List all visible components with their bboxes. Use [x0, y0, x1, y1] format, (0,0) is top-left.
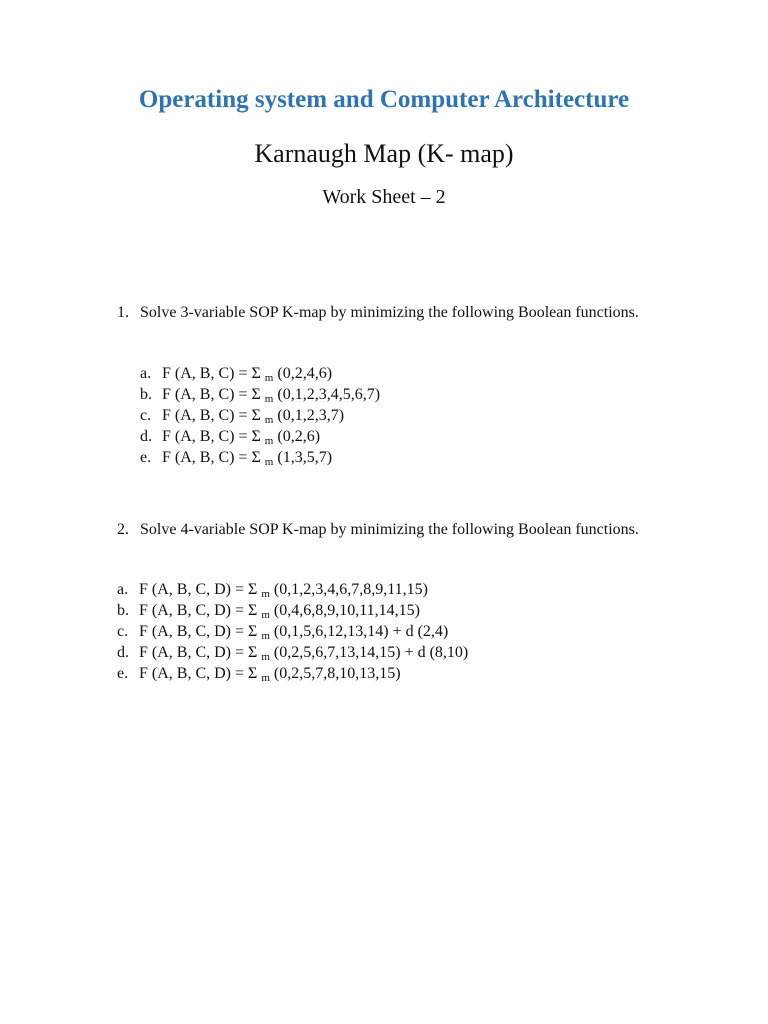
- item-letter: e.: [117, 665, 129, 682]
- item-letter: d.: [117, 644, 129, 661]
- item-subscript: m: [261, 630, 270, 642]
- item-letter: b.: [140, 386, 152, 403]
- item-terms: (0,1,5,6,12,13,14) + d (2,4): [269, 623, 449, 640]
- item-function: F (A, B, C) = Σ: [162, 365, 261, 382]
- item-function: F (A, B, C) = Σ: [162, 407, 261, 424]
- item-terms: (0,1,2,3,4,6,7,8,9,11,15): [269, 581, 428, 598]
- item-letter: b.: [117, 602, 129, 619]
- item-subscript: m: [261, 651, 270, 663]
- item-function: F (A, B, C) = Σ: [162, 386, 261, 403]
- question-1-text: Solve 3-variable SOP K-map by minimizing the following Boolean functions.: [140, 304, 639, 321]
- item-terms: (0,4,6,8,9,10,11,14,15): [269, 602, 420, 619]
- item-subscript: m: [261, 672, 270, 684]
- item-subscript: m: [261, 588, 270, 600]
- q2-item-e: [117, 664, 401, 688]
- item-function: F (A, B, C) = Σ: [162, 428, 261, 445]
- item-terms: (0,2,6): [273, 428, 321, 445]
- question-1-number: 1.: [117, 304, 129, 321]
- item-subscript: m: [261, 609, 270, 621]
- course-title: Operating system and Computer Architecture: [138, 86, 630, 113]
- item-terms: (0,2,5,7,8,10,13,15): [269, 665, 401, 682]
- item-subscript: m: [264, 393, 274, 405]
- item-letter: c.: [140, 407, 152, 424]
- item-subscript: m: [264, 414, 274, 426]
- item-function: F (A, B, C, D) = Σ: [139, 644, 258, 661]
- item-letter: d.: [140, 428, 152, 445]
- item-function: F (A, B, C, D) = Σ: [139, 623, 258, 640]
- q1-item-e: [140, 448, 332, 472]
- question-2-number: 2.: [117, 521, 129, 538]
- item-terms: (0,1,2,3,4,5,6,7): [273, 386, 381, 403]
- item-terms: (0,2,5,6,7,13,14,15) + d (8,10): [269, 644, 469, 661]
- item-terms: (0,1,2,3,7): [273, 407, 345, 424]
- item-subscript: m: [264, 372, 274, 384]
- item-letter: e.: [140, 449, 152, 466]
- item-letter: c.: [117, 623, 129, 640]
- item-subscript: m: [264, 456, 274, 468]
- item-terms: (0,2,4,6): [273, 365, 333, 382]
- sheet-title: Work Sheet – 2: [322, 186, 446, 208]
- item-letter: a.: [117, 581, 129, 598]
- item-terms: (1,3,5,7): [273, 449, 333, 466]
- item-function: F (A, B, C, D) = Σ: [139, 581, 258, 598]
- question-2-text: Solve 4-variable SOP K-map by minimizing the following Boolean functions.: [140, 521, 639, 538]
- item-letter: a.: [140, 365, 152, 382]
- item-subscript: m: [264, 435, 274, 447]
- topic-title: Karnaugh Map (K- map): [254, 139, 514, 168]
- item-function: F (A, B, C, D) = Σ: [139, 602, 258, 619]
- item-function: F (A, B, C) = Σ: [162, 449, 261, 466]
- item-function: F (A, B, C, D) = Σ: [139, 665, 258, 682]
